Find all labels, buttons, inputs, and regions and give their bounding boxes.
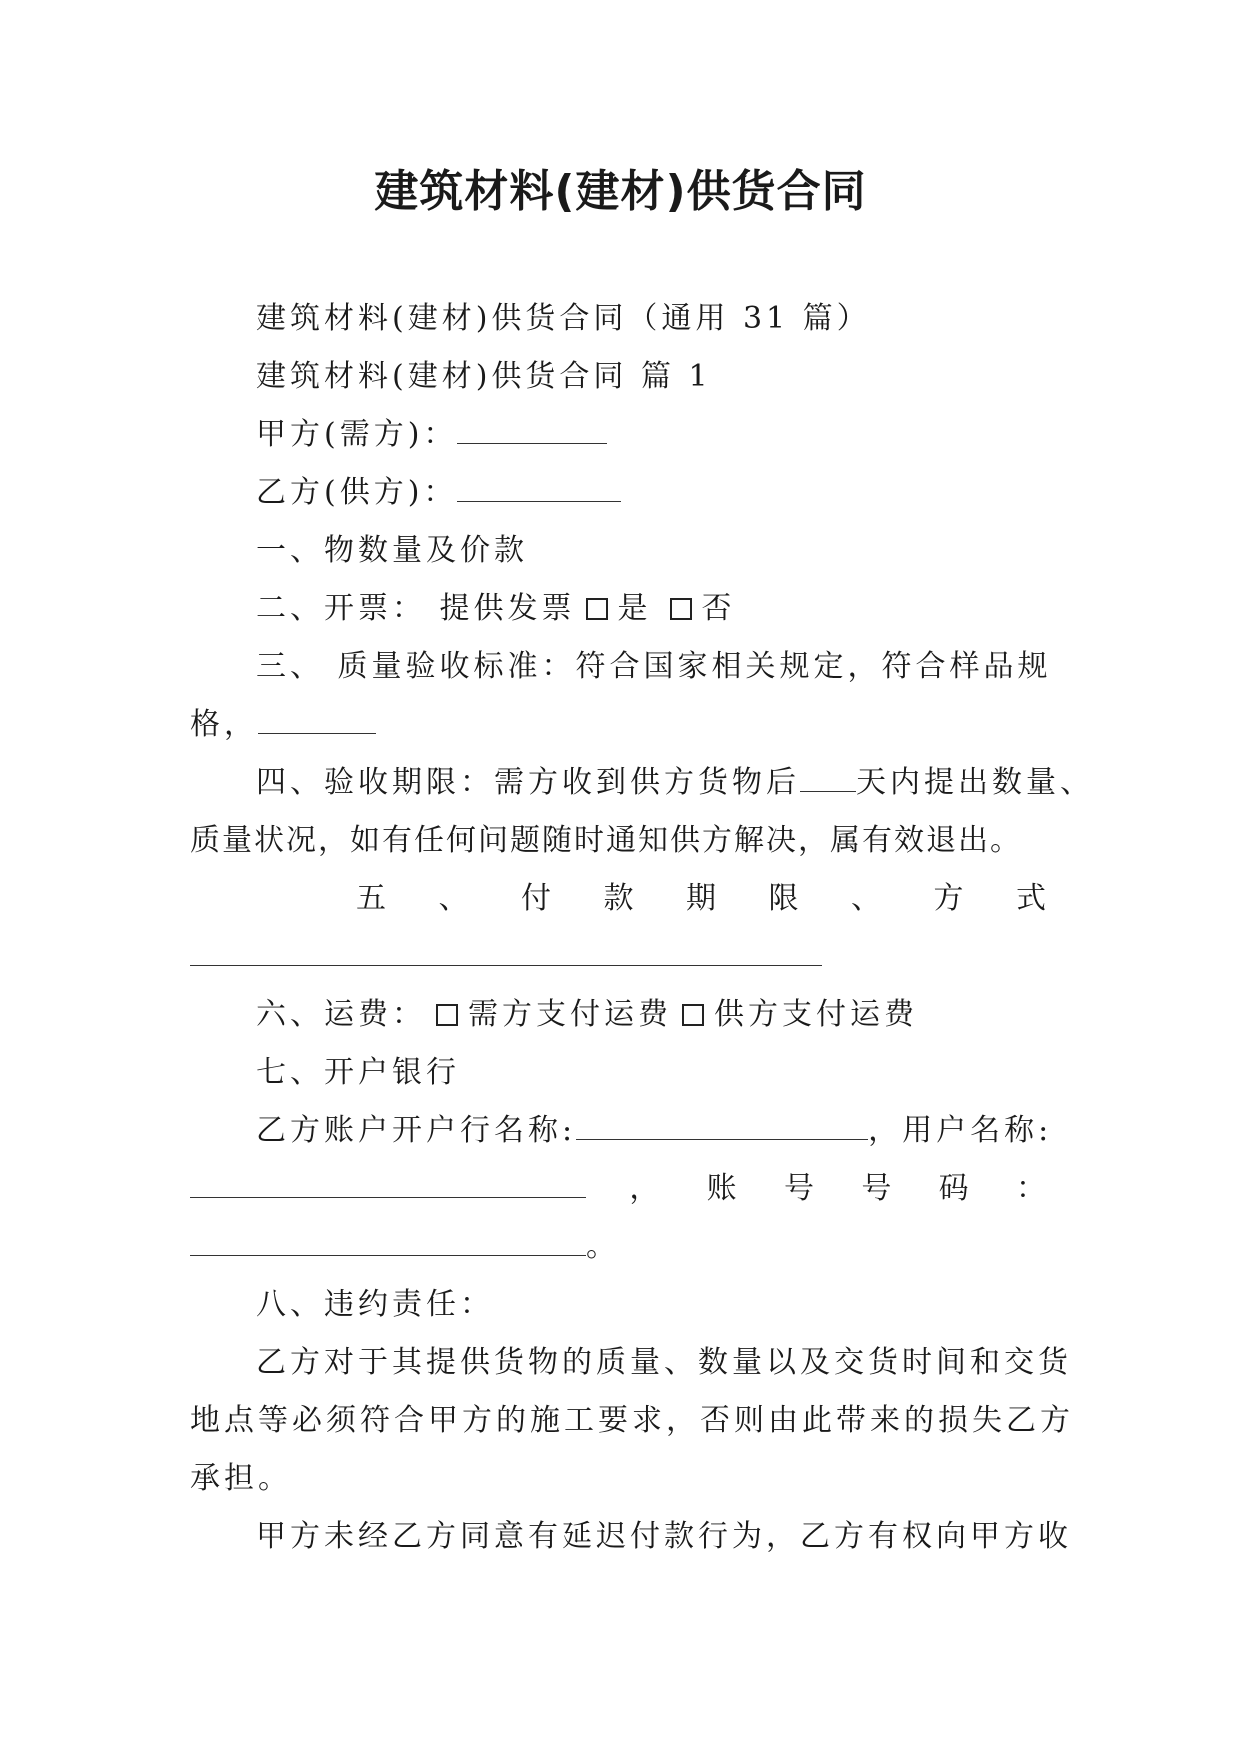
account-comma: ， bbox=[629, 1171, 664, 1206]
freight-seller-checkbox[interactable] bbox=[682, 1004, 704, 1026]
party-a-label: 甲方(需方)： bbox=[256, 417, 458, 452]
party-a-blank[interactable] bbox=[457, 419, 607, 444]
bank-name-label: 乙方账户开户行名称: bbox=[256, 1113, 577, 1148]
invoice-no-checkbox[interactable] bbox=[670, 598, 692, 620]
paragraph-2-line-1: 甲方未经乙方同意有延迟付款行为，乙方有权向甲方收 bbox=[256, 1519, 1072, 1554]
section-4-part-b: 天内提出数量、 bbox=[856, 765, 1094, 800]
payment-terms-line bbox=[190, 928, 1050, 986]
section-5-char: 、 bbox=[438, 881, 473, 916]
section-3-line-2 bbox=[190, 696, 1050, 754]
bank-line-2 bbox=[190, 1160, 1050, 1218]
party-a-line bbox=[190, 406, 1050, 464]
section-5-char: 付 bbox=[521, 881, 555, 916]
account-number-char: 码 bbox=[938, 1171, 973, 1206]
invoice-label: 二、开票： 提供发票 bbox=[256, 591, 576, 626]
days-blank[interactable] bbox=[800, 767, 856, 792]
section-6 bbox=[190, 986, 1050, 1044]
section-5-char: 期 bbox=[686, 881, 720, 916]
section-3-line-1: 三、 质量验收标准：符合国家相关规定，符合样品规 bbox=[256, 649, 1052, 684]
paragraph-1-line-1: 乙方对于其提供货物的质量、数量以及交货时间和交货 bbox=[256, 1345, 1072, 1380]
account-end: 。 bbox=[586, 1229, 620, 1264]
section-5-char: 限 bbox=[768, 881, 803, 916]
section-5-char: 五 bbox=[356, 881, 390, 916]
paragraph-1-line-3: 承担。 bbox=[190, 1461, 292, 1496]
account-number-char: 账 bbox=[706, 1171, 741, 1206]
invoice-yes-label: 是 bbox=[617, 591, 652, 626]
section-5-char: 方 bbox=[933, 881, 968, 916]
document-body bbox=[190, 290, 1094, 1566]
freight-seller-label: 供方支付运费 bbox=[714, 997, 918, 1032]
section-4-line-2: 质量状况，如有任何问题随时通知供方解决，属有效退出。 bbox=[190, 823, 1022, 858]
freight-label: 六、运费： bbox=[256, 997, 426, 1032]
chapter-heading: 建筑材料(建材)供货合同 篇 1 bbox=[256, 359, 712, 394]
account-number-blank[interactable] bbox=[190, 1231, 586, 1256]
account-holder-blank[interactable] bbox=[190, 1173, 586, 1198]
party-b-line bbox=[190, 464, 1050, 522]
payment-terms-blank[interactable] bbox=[190, 941, 822, 966]
account-number-char: 号 bbox=[861, 1171, 896, 1206]
freight-buyer-checkbox[interactable] bbox=[436, 1004, 458, 1026]
invoice-no-label: 否 bbox=[701, 591, 736, 626]
subtitle-line: 建筑材料(建材)供货合同（通用 31 篇） bbox=[256, 301, 871, 336]
party-b-blank[interactable] bbox=[457, 477, 621, 502]
section-8: 八、违约责任： bbox=[256, 1287, 494, 1322]
account-number-char: ： bbox=[1015, 1171, 1050, 1206]
section-5-char: 款 bbox=[603, 881, 638, 916]
quality-blank[interactable] bbox=[258, 709, 376, 734]
section-5-char: 、 bbox=[851, 881, 885, 916]
document-title: 建筑材料(建材)供货合同 bbox=[374, 166, 867, 217]
bank-line-1 bbox=[190, 1102, 1053, 1160]
section-2 bbox=[190, 580, 1050, 638]
section-1: 一、物数量及价款 bbox=[256, 533, 528, 568]
section-5-line bbox=[190, 870, 1050, 928]
account-holder-label: ，用户名称: bbox=[868, 1113, 1053, 1148]
invoice-yes-checkbox[interactable] bbox=[586, 598, 608, 620]
section-4-line-1 bbox=[190, 754, 1094, 812]
bank-line-3 bbox=[190, 1218, 1050, 1276]
paragraph-1-line-2: 地点等必须符合甲方的施工要求，否则由此带来的损失乙方 bbox=[190, 1403, 1074, 1438]
account-number-char: 号 bbox=[783, 1171, 818, 1206]
bank-name-blank[interactable] bbox=[576, 1115, 868, 1140]
section-5-char: 式 bbox=[1016, 881, 1050, 916]
section-3-tail: 格， bbox=[190, 707, 258, 742]
section-4-part-a: 四、验收期限：需方收到供方货物后 bbox=[256, 765, 800, 800]
party-b-label: 乙方(供方)： bbox=[256, 475, 458, 510]
freight-buyer-label: 需方支付运费 bbox=[468, 997, 672, 1032]
section-7: 七、开户银行 bbox=[256, 1055, 460, 1090]
